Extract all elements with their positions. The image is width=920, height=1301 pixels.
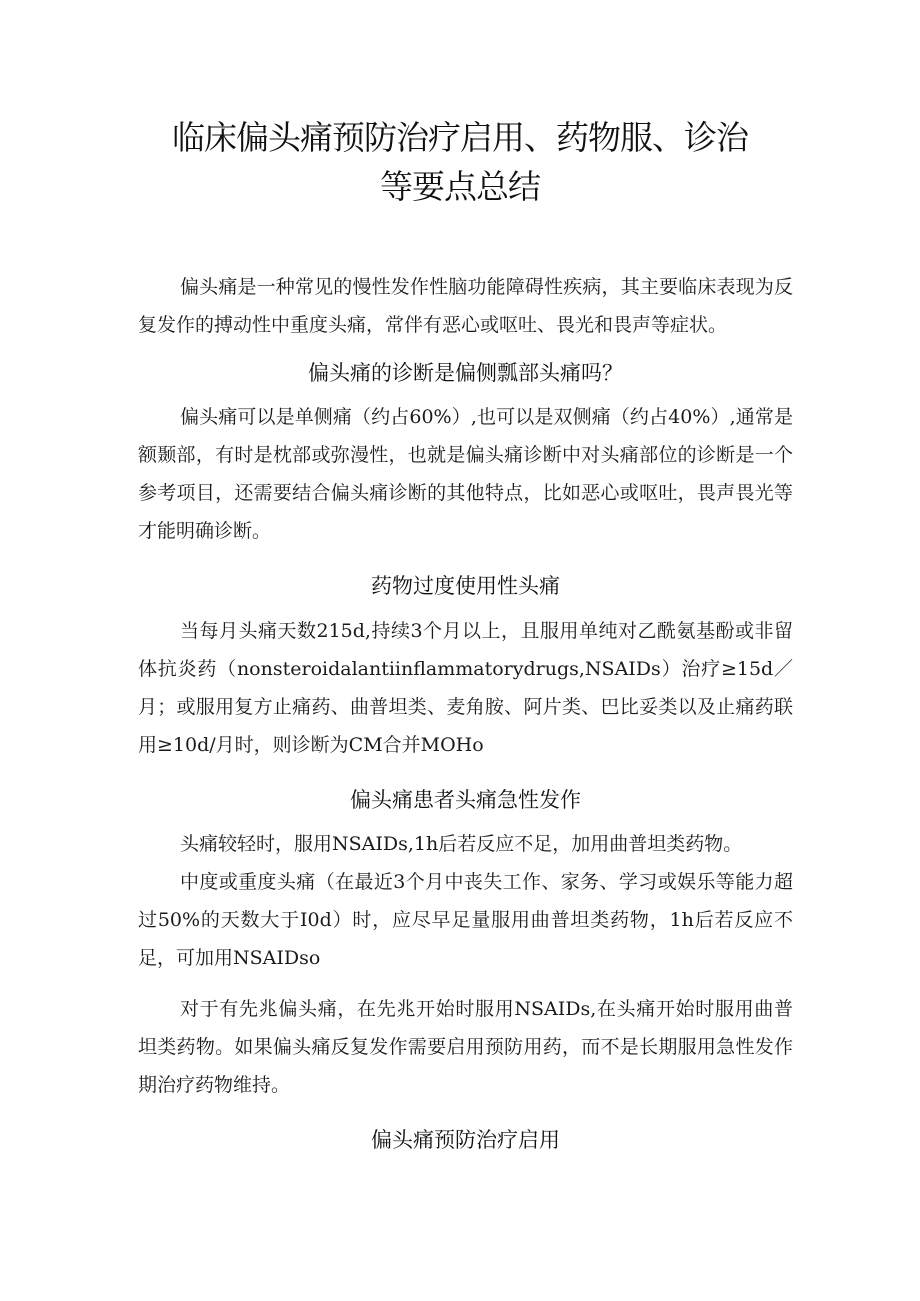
acute-moderate-severe-paragraph: 中度或重度头痛（在最近3个月中丧失工作、家务、学习或娱乐等能力超过50%的天数大于I0d）时，应尽早足量服用曲普坦类药物，1h后若反应不足，可加用NSAIDso: [138, 871, 793, 969]
section-heading-acute-attack: 偏头痛患者头痛急性发作: [350, 788, 581, 812]
intro-paragraph: 偏头痛是一种常见的慢性发作性脑功能障碍性疾病，其主要临床表现为反复发作的搏动性中重度头痛，常伴有恶心或呕吐、畏光和畏声等症状。: [138, 276, 793, 336]
document-title-line-1: 临床偏头痛预防治疗启用、药物服、诊治: [172, 118, 748, 157]
document-title-line-2: 等要点总结: [380, 167, 540, 206]
acute-aura-paragraph: 对于有先兆偏头痛，在先兆开始时服用NSAIDs,在头痛开始时服用曲普坦类药物。如果偏头痛反复发作需要启用预防用药，而不是长期服用急性发作期治疗药物维持。: [138, 998, 793, 1096]
section-heading-medication-overuse: 药物过度使用性头痛: [371, 574, 560, 598]
medication-overuse-paragraph: 当每月头痛天数215d,持续3个月以上，且服用单纯对乙酰氨基酚或非留体抗炎药（nonsteroidalantiinflammatorydrugs,NSAIDs）治疗≥15d／月；或服用复方止痛药、曲普坦类、麦角胺、阿片类、巴比妥类以及止痛药联用≥10d/月时，则诊断为CM合并MOHo: [138, 620, 793, 756]
acute-mild-paragraph: 头痛较轻时，服用NSAIDs,1h后若反应不足，加用曲普坦类药物。: [180, 833, 743, 855]
diagnosis-paragraph: 偏头痛可以是单侧痛（约占60%）,也可以是双侧痛（约占40%）,通常是额颞部，有时是枕部或弥漫性，也就是偏头痛诊断中对头痛部位的诊断是一个参考项目，还需要结合偏头痛诊断的其他特点，比如恶心或呕吐，畏声畏光等才能明确诊断。: [138, 406, 793, 542]
section-heading-prevention: 偏头痛预防治疗启用: [371, 1128, 560, 1152]
section-heading-diagnosis: 偏头痛的诊断是偏侧瓢部头痛吗？: [308, 361, 623, 385]
